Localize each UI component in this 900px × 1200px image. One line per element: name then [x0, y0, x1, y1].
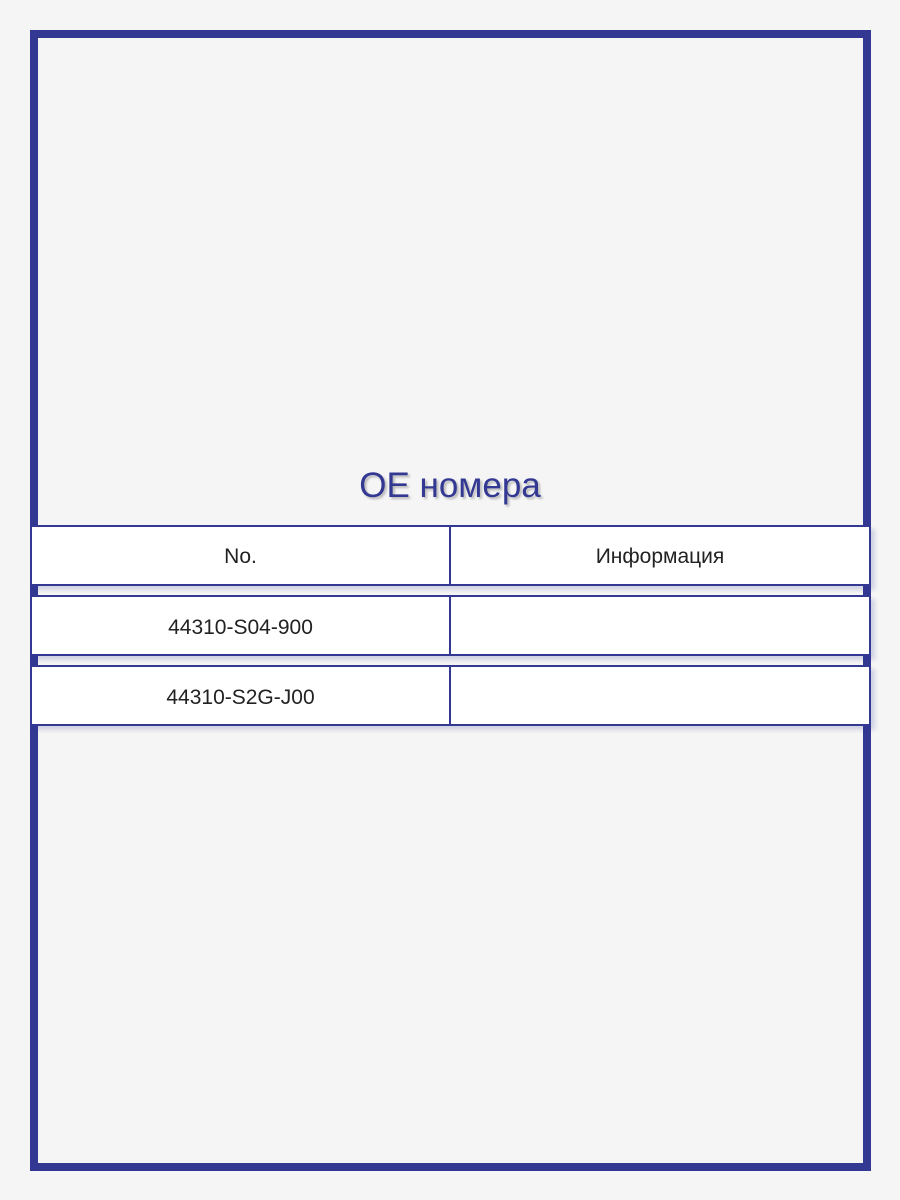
header-cell-info: Информация [595, 544, 725, 568]
info-cell [451, 667, 869, 724]
oe-number-cell: 44310-S2G-J00 [32, 667, 451, 724]
page-title: OE номера [359, 466, 541, 505]
table-row [30, 665, 871, 726]
table-row [30, 595, 871, 656]
header-cell-number: No. [32, 527, 451, 584]
oe-number-cell: 44310-S04-900 [32, 597, 451, 654]
table-header-row [30, 525, 871, 586]
oe-numbers-table [30, 525, 871, 735]
info-cell [451, 597, 869, 654]
